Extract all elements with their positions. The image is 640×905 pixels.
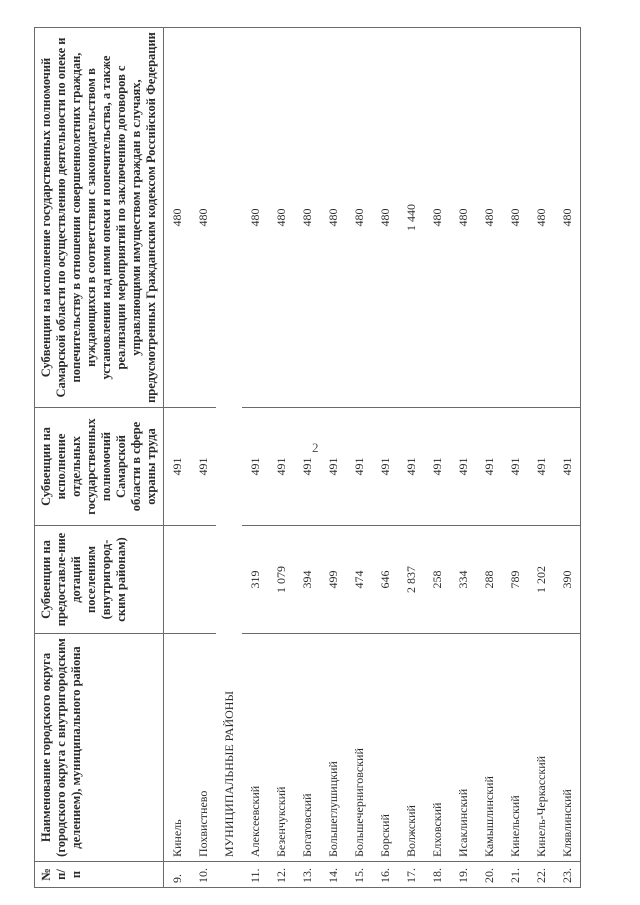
row-name: Кинельский	[502, 634, 528, 862]
row-name: Елховский	[424, 634, 450, 862]
table-row	[450, 28, 476, 888]
row-name: Большечерниговский	[346, 634, 372, 862]
cell-labor-protection: 491	[346, 408, 372, 526]
row-name: Борский	[372, 634, 398, 862]
cell-guardianship: 480	[242, 28, 268, 408]
cell-guardianship: 480	[502, 28, 528, 408]
cell-labor-protection: 491	[294, 408, 320, 526]
row-name: Алексеевский	[242, 634, 268, 862]
cell-guardianship: 480	[476, 28, 502, 408]
cell-guardianship: 480	[268, 28, 294, 408]
cell-labor-protection: 491	[320, 408, 346, 526]
cell-guardianship: 480	[346, 28, 372, 408]
table-header-row	[35, 28, 164, 888]
table-row	[294, 28, 320, 888]
cell-labor-protection: 491	[502, 408, 528, 526]
table-row	[320, 28, 346, 888]
section-empty-cell	[216, 862, 242, 888]
table-row	[242, 28, 268, 888]
cell-settlements: 394	[294, 526, 320, 634]
row-name: Богатовский	[294, 634, 320, 862]
row-number: 23.	[554, 862, 581, 888]
table-row	[372, 28, 398, 888]
cell-labor-protection: 491	[242, 408, 268, 526]
cell-settlements: 789	[502, 526, 528, 634]
cell-settlements: 2 837	[398, 526, 424, 634]
cell-settlements: 334	[450, 526, 476, 634]
cell-settlements: 319	[242, 526, 268, 634]
row-name: Клявлинский	[554, 634, 581, 862]
cell-settlements	[190, 526, 216, 634]
section-row	[216, 28, 242, 888]
rotated-page	[34, 28, 640, 888]
row-name: Камышлинский	[476, 634, 502, 862]
row-number: 13.	[294, 862, 320, 888]
row-name: Большеглушицкий	[320, 634, 346, 862]
table-row	[346, 28, 372, 888]
cell-guardianship: 480	[294, 28, 320, 408]
row-number: 22.	[528, 862, 554, 888]
cell-guardianship: 480	[424, 28, 450, 408]
cell-settlements: 390	[554, 526, 581, 634]
row-number: 12.	[268, 862, 294, 888]
cell-settlements: 499	[320, 526, 346, 634]
cell-guardianship: 480	[190, 28, 216, 408]
cell-settlements: 1 202	[528, 526, 554, 634]
table-body	[164, 28, 581, 888]
row-name: Исаклинский	[450, 634, 476, 862]
header-guardianship: Субвенции на исполнение государственных полномочий Самарской области по осуществлению деятельности по опеке и попечительству в отношении совершеннолетних граждан, нуждающихся в соответствии с законодательством в установлении над ними опеки и попечительства, а также реализации мероприятий по заключению договоров с управляющими имуществом граждан в случаях, предусмотренных Гражданским кодексом Российской Федерации	[35, 28, 164, 408]
cell-labor-protection: 491	[164, 408, 191, 526]
cell-guardianship: 480	[164, 28, 191, 408]
cell-guardianship: 480	[554, 28, 581, 408]
cell-settlements: 288	[476, 526, 502, 634]
row-name: Волжский	[398, 634, 424, 862]
section-label: МУНИЦИПАЛЬНЫЕ РАЙОНЫ	[216, 28, 242, 862]
cell-settlements: 1 079	[268, 526, 294, 634]
table-row	[528, 28, 554, 888]
cell-guardianship: 480	[450, 28, 476, 408]
row-number: 17.	[398, 862, 424, 888]
header-labor-protection: Субвенции на исполнение отдельных государственных полномочий Самарской области в сфере охраны труда	[35, 408, 164, 526]
cell-labor-protection: 491	[424, 408, 450, 526]
header-subsidy-settlements: Субвенции на предоставле-ние дотаций поселениям (внутригород-ским районам)	[35, 526, 164, 634]
row-number: 11.	[242, 862, 268, 888]
row-number: 14.	[320, 862, 346, 888]
row-name: Кинель-Черкасский	[528, 634, 554, 862]
row-number: 15.	[346, 862, 372, 888]
cell-guardianship: 480	[528, 28, 554, 408]
subventions-table	[34, 27, 581, 888]
table-row	[476, 28, 502, 888]
table-row	[554, 28, 581, 888]
row-name: Похвистнево	[190, 634, 216, 862]
row-name: Безенчукский	[268, 634, 294, 862]
cell-labor-protection: 491	[268, 408, 294, 526]
header-name: Наименование городского округа (городского округа с внутригородским делением), муниципального района	[35, 634, 164, 862]
row-number: 18.	[424, 862, 450, 888]
table-row	[502, 28, 528, 888]
table-row	[268, 28, 294, 888]
cell-guardianship: 1 440	[398, 28, 424, 408]
row-number: 16.	[372, 862, 398, 888]
table-row	[190, 28, 216, 888]
cell-labor-protection: 491	[190, 408, 216, 526]
table-row	[398, 28, 424, 888]
page-number: 2	[312, 440, 319, 455]
row-number: 20.	[476, 862, 502, 888]
row-name: Кинель	[164, 634, 191, 862]
cell-labor-protection: 491	[528, 408, 554, 526]
cell-guardianship: 480	[372, 28, 398, 408]
cell-labor-protection: 491	[398, 408, 424, 526]
cell-settlements: 258	[424, 526, 450, 634]
cell-labor-protection: 491	[372, 408, 398, 526]
cell-labor-protection: 491	[450, 408, 476, 526]
header-number: № п/п	[35, 862, 164, 888]
cell-settlements: 646	[372, 526, 398, 634]
cell-labor-protection: 491	[476, 408, 502, 526]
table-row	[424, 28, 450, 888]
cell-settlements: 474	[346, 526, 372, 634]
row-number: 9.	[164, 862, 191, 888]
cell-guardianship: 480	[320, 28, 346, 408]
row-number: 10.	[190, 862, 216, 888]
row-number: 19.	[450, 862, 476, 888]
cell-labor-protection: 491	[554, 408, 581, 526]
row-number: 21.	[502, 862, 528, 888]
cell-settlements	[164, 526, 191, 634]
table-row	[164, 28, 191, 888]
